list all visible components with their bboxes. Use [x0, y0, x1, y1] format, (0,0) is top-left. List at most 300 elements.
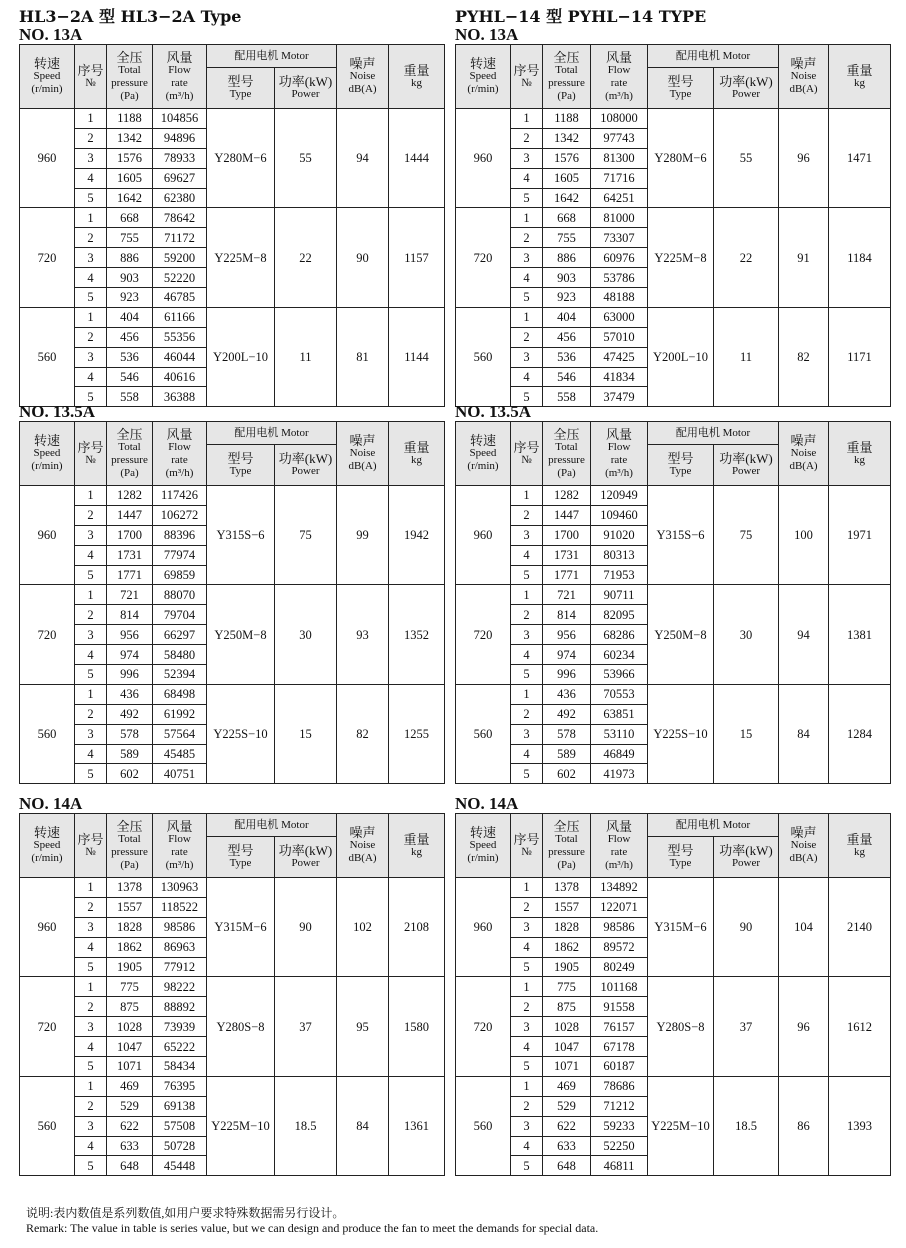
table-row [20, 878, 445, 898]
weight-cell: 1580 [389, 977, 445, 1076]
pressure-cell: 814 [543, 605, 591, 625]
flow-cell: 63851 [591, 704, 648, 724]
header-power-en: Power [291, 857, 320, 869]
header-noise-zh: 噪声 [349, 825, 376, 840]
flow-cell: 122071 [591, 897, 648, 917]
noise-cell: 86 [779, 1076, 829, 1175]
noise-cell: 81 [337, 307, 389, 406]
seq-cell: 2 [511, 505, 543, 525]
header-weight [829, 45, 891, 109]
header-power-en: Power [731, 465, 761, 477]
seq-cell: 1 [511, 208, 543, 228]
pressure-cell: 1731 [543, 545, 591, 565]
speed-cell: 720 [20, 585, 75, 684]
seq-cell: 4 [511, 545, 543, 565]
pressure-cell: 622 [543, 1116, 591, 1136]
flow-cell: 98222 [153, 977, 207, 997]
seq-cell: 2 [511, 605, 543, 625]
flow-cell: 53966 [591, 665, 648, 685]
header-weight-unit: kg [411, 453, 422, 466]
header-seq-en: № [521, 76, 532, 89]
seq-cell: 5 [511, 288, 543, 308]
table-row [20, 109, 445, 129]
flow-cell: 69627 [153, 168, 207, 188]
header-flow-en1: Flow [168, 832, 191, 845]
type-cell: Y280S−8 [648, 977, 714, 1076]
type-cell: Y225S−10 [648, 684, 714, 783]
seq-cell: 1 [511, 1076, 543, 1096]
header-weight-zh: 重量 [846, 439, 873, 455]
header-speed-zh: 转速 [469, 56, 496, 71]
pressure-cell: 1771 [543, 565, 591, 585]
pressure-cell: 1188 [543, 109, 591, 129]
seq-cell: 3 [75, 347, 107, 367]
header-speed-zh: 转速 [33, 433, 60, 448]
noise-cell: 96 [779, 977, 829, 1076]
flow-cell: 60976 [591, 248, 648, 268]
flow-cell: 80313 [591, 545, 648, 565]
flow-cell: 91558 [591, 997, 648, 1017]
header-weight-zh: 重量 [403, 439, 430, 455]
seq-cell: 4 [511, 645, 543, 665]
flow-cell: 59233 [591, 1116, 648, 1136]
power-cell: 37 [275, 977, 337, 1076]
header-row [20, 45, 445, 68]
header-flow-zh: 风量 [605, 426, 632, 442]
header-pressure-en2: pressure [111, 453, 148, 466]
flow-cell: 53110 [591, 724, 648, 744]
header-seq-zh: 序号 [513, 831, 540, 847]
flow-cell: 94896 [153, 128, 207, 148]
seq-cell: 1 [75, 109, 107, 129]
flow-cell: 134892 [591, 878, 648, 898]
pressure-cell: 814 [107, 605, 153, 625]
header-seq-zh: 序号 [513, 439, 540, 455]
pressure-cell: 1047 [543, 1037, 591, 1057]
pressure-cell: 633 [107, 1136, 153, 1156]
header-row [20, 814, 445, 837]
flow-cell: 71716 [591, 168, 648, 188]
flow-cell: 68286 [591, 625, 648, 645]
seq-cell: 3 [511, 1017, 543, 1037]
seq-cell: 5 [511, 1156, 543, 1176]
header-power [714, 837, 779, 878]
seq-cell: 4 [75, 545, 107, 565]
header-speed-unit: (r/min) [31, 460, 63, 472]
table-row [456, 486, 891, 506]
header-weight [389, 45, 445, 109]
flow-cell: 68498 [153, 684, 207, 704]
header-pressure-zh: 全压 [553, 818, 580, 834]
table-row [456, 585, 891, 605]
pressure-cell: 633 [543, 1136, 591, 1156]
pressure-cell: 1557 [543, 897, 591, 917]
flow-cell: 71212 [591, 1096, 648, 1116]
header-pressure [107, 814, 153, 878]
header-pressure-unit: (Pa) [120, 466, 139, 479]
weight-cell: 1284 [829, 684, 891, 783]
speed-cell: 560 [20, 307, 75, 406]
header-power-zh: 功率(kW) [278, 74, 333, 89]
flow-cell: 41973 [591, 764, 648, 784]
noise-cell: 82 [337, 684, 389, 783]
header-flow-en1: Flow [607, 832, 631, 845]
remark-en: Remark: The value in table is series value, but we can design and produce the fan to meet the demands for special data. [26, 1221, 599, 1235]
type-cell: Y250M−8 [207, 585, 275, 684]
pressure-cell: 1862 [543, 937, 591, 957]
pressure-cell: 1642 [107, 188, 153, 208]
header-row [456, 45, 891, 68]
seq-cell: 5 [75, 288, 107, 308]
header-type-en: Type [669, 88, 692, 100]
header-motor [648, 45, 779, 68]
flow-cell: 46044 [153, 347, 207, 367]
seq-cell: 4 [75, 367, 107, 387]
table-row [20, 486, 445, 506]
power-cell: 75 [275, 486, 337, 585]
pressure-cell: 1576 [107, 148, 153, 168]
header-seq [75, 45, 107, 109]
type-cell: Y315S−6 [648, 486, 714, 585]
pressure-cell: 1071 [543, 1057, 591, 1077]
type-cell: Y225M−8 [648, 208, 714, 307]
header-noise-en: Noise [790, 70, 817, 82]
header-weight [829, 814, 891, 878]
flow-cell: 79704 [153, 605, 207, 625]
flow-cell: 117426 [153, 486, 207, 506]
flow-cell: 98586 [591, 917, 648, 937]
header-speed-zh: 转速 [33, 825, 60, 840]
pressure-cell: 721 [543, 585, 591, 605]
pressure-cell: 456 [107, 327, 153, 347]
flow-cell: 69859 [153, 565, 207, 585]
header-noise [779, 814, 829, 878]
header-flow-zh: 风量 [166, 426, 193, 442]
header-pressure [543, 422, 591, 486]
header-noise-zh: 噪声 [790, 825, 817, 840]
header-flow-unit: (m³/h) [165, 89, 194, 102]
flow-cell: 80249 [591, 957, 648, 977]
model-number: NO. 13.5A [455, 402, 532, 421]
noise-cell: 99 [337, 486, 389, 585]
flow-cell: 71953 [591, 565, 648, 585]
flow-cell: 47425 [591, 347, 648, 367]
model-number: NO. 13.5A [19, 402, 96, 421]
header-noise-en: Noise [790, 447, 817, 459]
noise-cell: 100 [779, 486, 829, 585]
model-number: NO. 14A [455, 794, 519, 813]
flow-cell: 71172 [153, 228, 207, 248]
header-pressure-en1: Total [555, 832, 578, 845]
seq-cell: 2 [75, 897, 107, 917]
header-pressure-zh: 全压 [116, 818, 143, 834]
seq-cell: 2 [75, 605, 107, 625]
header-weight-zh: 重量 [403, 831, 430, 847]
seq-cell: 1 [75, 1076, 107, 1096]
pressure-cell: 529 [107, 1096, 153, 1116]
header-pressure-en1: Total [555, 63, 578, 76]
header-speed-en: Speed [469, 70, 497, 82]
header-type [207, 837, 275, 878]
flow-cell: 97743 [591, 128, 648, 148]
header-type [648, 837, 714, 878]
weight-cell: 2140 [829, 878, 891, 977]
header-flow [153, 45, 207, 109]
seq-cell: 3 [511, 148, 543, 168]
model-number: NO. 13A [19, 25, 83, 44]
flow-cell: 36388 [153, 387, 207, 407]
header-motor [207, 814, 337, 837]
weight-cell: 1612 [829, 977, 891, 1076]
seq-cell: 3 [75, 1116, 107, 1136]
power-cell: 30 [714, 585, 779, 684]
speed-cell: 720 [456, 585, 511, 684]
header-speed-zh: 转速 [33, 56, 60, 71]
pressure-cell: 436 [107, 684, 153, 704]
flow-cell: 58434 [153, 1057, 207, 1077]
seq-cell: 1 [75, 208, 107, 228]
pressure-cell: 1071 [107, 1057, 153, 1077]
pressure-cell: 1028 [107, 1017, 153, 1037]
flow-cell: 52394 [153, 665, 207, 685]
pressure-cell: 1700 [543, 525, 591, 545]
seq-cell: 4 [511, 1136, 543, 1156]
type-cell: Y280M−6 [648, 109, 714, 208]
header-weight-unit: kg [411, 845, 422, 858]
seq-cell: 4 [511, 937, 543, 957]
power-cell: 37 [714, 977, 779, 1076]
pressure-cell: 1447 [107, 505, 153, 525]
flow-cell: 55356 [153, 327, 207, 347]
seq-cell: 2 [511, 704, 543, 724]
header-pressure [543, 814, 591, 878]
seq-cell: 4 [75, 268, 107, 288]
pressure-cell: 436 [543, 684, 591, 704]
header-row [456, 422, 891, 445]
table-row [456, 878, 891, 898]
header-pressure-zh: 全压 [553, 426, 580, 442]
flow-cell: 57010 [591, 327, 648, 347]
spec-table [455, 44, 891, 407]
flow-cell: 58480 [153, 645, 207, 665]
header-power [275, 445, 337, 486]
flow-cell: 60234 [591, 645, 648, 665]
seq-cell: 3 [75, 1017, 107, 1037]
header-type-zh: 型号 [227, 74, 254, 89]
header-flow-zh: 风量 [605, 818, 632, 834]
header-seq-en: № [521, 453, 532, 466]
seq-cell: 3 [511, 347, 543, 367]
header-pressure-zh: 全压 [116, 426, 143, 442]
flow-cell: 120949 [591, 486, 648, 506]
noise-cell: 104 [779, 878, 829, 977]
seq-cell: 5 [75, 387, 107, 407]
header-noise-zh: 噪声 [790, 433, 817, 448]
seq-cell: 1 [75, 307, 107, 327]
seq-cell: 2 [511, 228, 543, 248]
flow-cell: 88070 [153, 585, 207, 605]
header-speed [20, 45, 75, 109]
power-cell: 18.5 [275, 1076, 337, 1175]
header-type [207, 68, 275, 109]
table-body [456, 109, 891, 407]
weight-cell: 1171 [829, 307, 891, 406]
header-motor [207, 45, 337, 68]
header-speed-unit: (r/min) [467, 83, 499, 95]
seq-cell: 1 [511, 684, 543, 704]
type-cell: Y250M−8 [648, 585, 714, 684]
header-seq-en: № [85, 76, 96, 89]
flow-cell: 78642 [153, 208, 207, 228]
seq-cell: 4 [511, 268, 543, 288]
header-pressure-en2: pressure [111, 76, 148, 89]
type-cell: Y200L−10 [648, 307, 714, 406]
weight-cell: 1471 [829, 109, 891, 208]
table-header [456, 814, 891, 878]
noise-cell: 84 [779, 684, 829, 783]
pressure-cell: 602 [543, 764, 591, 784]
seq-cell: 5 [75, 665, 107, 685]
pressure-cell: 529 [543, 1096, 591, 1116]
weight-cell: 1381 [829, 585, 891, 684]
header-noise-en: Noise [349, 447, 376, 459]
pressure-cell: 1828 [107, 917, 153, 937]
pressure-cell: 721 [107, 585, 153, 605]
table-header [20, 422, 445, 486]
pressure-cell: 1378 [543, 878, 591, 898]
header-motor [648, 814, 779, 837]
seq-cell: 3 [75, 148, 107, 168]
power-cell: 55 [714, 109, 779, 208]
pressure-cell: 668 [107, 208, 153, 228]
spec-table [455, 813, 891, 1176]
header-seq-en: № [85, 845, 96, 858]
flow-cell: 91020 [591, 525, 648, 545]
header-type-zh: 型号 [667, 843, 694, 858]
header-motor-label: 配用电机 Motor [234, 49, 309, 62]
header-motor [648, 422, 779, 445]
header-flow-en1: Flow [607, 440, 631, 453]
table-header [20, 45, 445, 109]
seq-cell: 2 [511, 327, 543, 347]
series-title: PYHL−14 型 PYHL−14 TYPE [455, 7, 707, 26]
header-type-en: Type [229, 857, 252, 869]
pressure-cell: 668 [543, 208, 591, 228]
flow-cell: 62380 [153, 188, 207, 208]
speed-cell: 960 [20, 878, 75, 977]
pressure-cell: 1771 [107, 565, 153, 585]
header-motor-label: 配用电机 Motor [675, 818, 751, 831]
flow-cell: 41834 [591, 367, 648, 387]
pressure-cell: 536 [543, 347, 591, 367]
column-pyhl-14 [455, 8, 890, 1184]
table-row [456, 1076, 891, 1096]
pressure-cell: 1828 [543, 917, 591, 937]
header-speed-unit: (r/min) [467, 460, 499, 472]
pressure-cell: 492 [543, 704, 591, 724]
table-row [456, 208, 891, 228]
header-pressure-en2: pressure [111, 845, 148, 858]
header-motor-label: 配用电机 Motor [675, 49, 751, 62]
pressure-cell: 404 [543, 307, 591, 327]
header-pressure-en1: Total [555, 440, 578, 453]
table-body [20, 486, 445, 784]
type-cell: Y225S−10 [207, 684, 275, 783]
flow-cell: 53786 [591, 268, 648, 288]
pressure-cell: 1731 [107, 545, 153, 565]
header-flow-unit: (m³/h) [165, 858, 194, 871]
header-pressure-en1: Total [118, 440, 141, 453]
header-speed-zh: 转速 [469, 433, 496, 448]
header-pressure-en1: Total [118, 832, 141, 845]
header-flow-unit: (m³/h) [605, 89, 633, 102]
header-weight-zh: 重量 [846, 62, 873, 78]
flow-cell: 66297 [153, 625, 207, 645]
flow-cell: 46849 [591, 744, 648, 764]
flow-cell: 67178 [591, 1037, 648, 1057]
pressure-cell: 469 [543, 1076, 591, 1096]
flow-cell: 86963 [153, 937, 207, 957]
header-flow [591, 45, 648, 109]
header-type-zh: 型号 [227, 843, 254, 858]
header-seq [75, 814, 107, 878]
pressure-cell: 1028 [543, 1017, 591, 1037]
flow-cell: 52220 [153, 268, 207, 288]
seq-cell: 1 [75, 486, 107, 506]
header-noise-zh: 噪声 [349, 433, 376, 448]
flow-cell: 109460 [591, 505, 648, 525]
header-power-zh: 功率(kW) [719, 451, 773, 466]
header-pressure-unit: (Pa) [120, 89, 139, 102]
spec-table [19, 421, 445, 784]
header-speed-unit: (r/min) [31, 852, 63, 864]
header-weight [829, 422, 891, 486]
header-power [714, 445, 779, 486]
seq-cell: 3 [511, 525, 543, 545]
speed-cell: 960 [456, 486, 511, 585]
header-type-zh: 型号 [667, 74, 694, 89]
table-header [456, 45, 891, 109]
header-motor [207, 422, 337, 445]
flow-cell: 70553 [591, 684, 648, 704]
pressure-cell: 602 [107, 764, 153, 784]
header-pressure-en2: pressure [548, 453, 585, 466]
noise-cell: 93 [337, 585, 389, 684]
pressure-cell: 923 [543, 288, 591, 308]
header-power-zh: 功率(kW) [278, 843, 333, 858]
header-speed-en: Speed [33, 70, 61, 82]
seq-cell: 5 [75, 1057, 107, 1077]
flow-cell: 45485 [153, 744, 207, 764]
series-title: HL3−2A 型 HL3−2A Type [19, 7, 242, 26]
table-header [20, 814, 445, 878]
speed-cell: 960 [456, 109, 511, 208]
header-speed [20, 814, 75, 878]
pressure-cell: 875 [543, 997, 591, 1017]
seq-cell: 4 [75, 744, 107, 764]
table-row [20, 307, 445, 327]
power-cell: 11 [275, 307, 337, 406]
header-seq [511, 45, 543, 109]
pressure-cell: 996 [543, 665, 591, 685]
header-speed-en: Speed [469, 839, 497, 851]
header-pressure-unit: (Pa) [557, 466, 576, 479]
flow-cell: 88892 [153, 997, 207, 1017]
noise-cell: 94 [337, 109, 389, 208]
header-type-zh: 型号 [227, 451, 254, 466]
header-speed [20, 422, 75, 486]
flow-cell: 76157 [591, 1017, 648, 1037]
